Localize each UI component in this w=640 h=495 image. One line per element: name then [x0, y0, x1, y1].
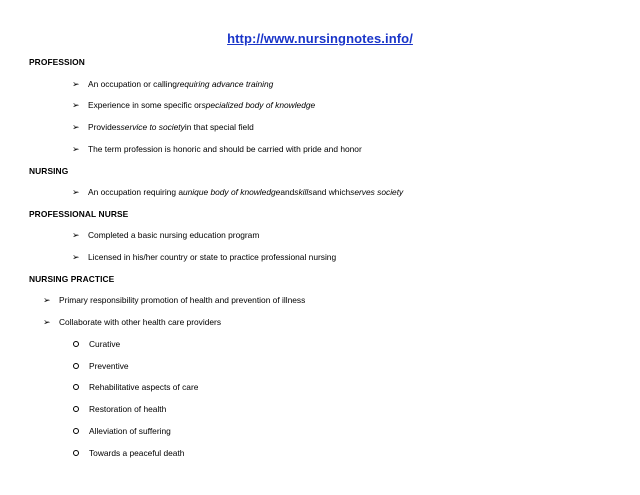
- heading-nursing: NURSING: [29, 166, 69, 176]
- nursing-item-1: ➢ An occupation requiring a unique body of knowledge and skills and which serves society: [72, 186, 404, 197]
- arrow-bullet-icon: ➢: [43, 316, 51, 327]
- practice-item-1: ➢ Primary responsibility promotion of health and prevention of illness: [43, 294, 306, 305]
- circle-bullet-icon: [73, 406, 79, 412]
- practice-sub-item: Towards a peaceful death: [73, 448, 184, 458]
- circle-bullet-icon: [73, 428, 79, 434]
- heading-nursing-practice: NURSING PRACTICE: [29, 274, 115, 284]
- profession-item-3: ➢ Provides service to society in that special field: [72, 121, 254, 132]
- arrow-bullet-icon: ➢: [43, 294, 51, 305]
- circle-bullet-icon: [73, 384, 79, 390]
- arrow-bullet-icon: ➢: [72, 229, 80, 240]
- professional-nurse-item-2: ➢ Licensed in his/her country or state to practice professional nursing: [72, 251, 337, 262]
- circle-bullet-icon: [73, 450, 79, 456]
- arrow-bullet-icon: ➢: [72, 121, 80, 132]
- heading-professional-nurse: PROFESSIONAL NURSE: [29, 209, 129, 219]
- header-link[interactable]: http://www.nursingnotes.info/: [227, 31, 413, 46]
- practice-sub-item: Rehabilitative aspects of care: [73, 382, 198, 392]
- circle-bullet-icon: [73, 341, 79, 347]
- arrow-bullet-icon: ➢: [72, 99, 80, 110]
- professional-nurse-item-1: ➢ Completed a basic nursing education program: [72, 229, 260, 240]
- arrow-bullet-icon: ➢: [72, 78, 80, 89]
- profession-item-1: ➢ An occupation or calling requiring advance training: [72, 78, 274, 89]
- profession-item-2: ➢ Experience in some specific or specialized body of knowledge: [72, 99, 316, 110]
- practice-sub-item: Curative: [73, 339, 120, 349]
- profession-item-4: ➢ The term profession is honoric and should be carried with pride and honor: [72, 143, 362, 154]
- practice-sub-item: Alleviation of suffering: [73, 426, 171, 436]
- practice-sub-item: Preventive: [73, 361, 129, 371]
- arrow-bullet-icon: ➢: [72, 251, 80, 262]
- practice-item-2: ➢ Collaborate with other health care providers: [43, 316, 222, 327]
- circle-bullet-icon: [73, 363, 79, 369]
- heading-profession: PROFESSION: [29, 57, 85, 67]
- arrow-bullet-icon: ➢: [72, 143, 80, 154]
- practice-sub-item: Restoration of health: [73, 404, 166, 414]
- arrow-bullet-icon: ➢: [72, 186, 80, 197]
